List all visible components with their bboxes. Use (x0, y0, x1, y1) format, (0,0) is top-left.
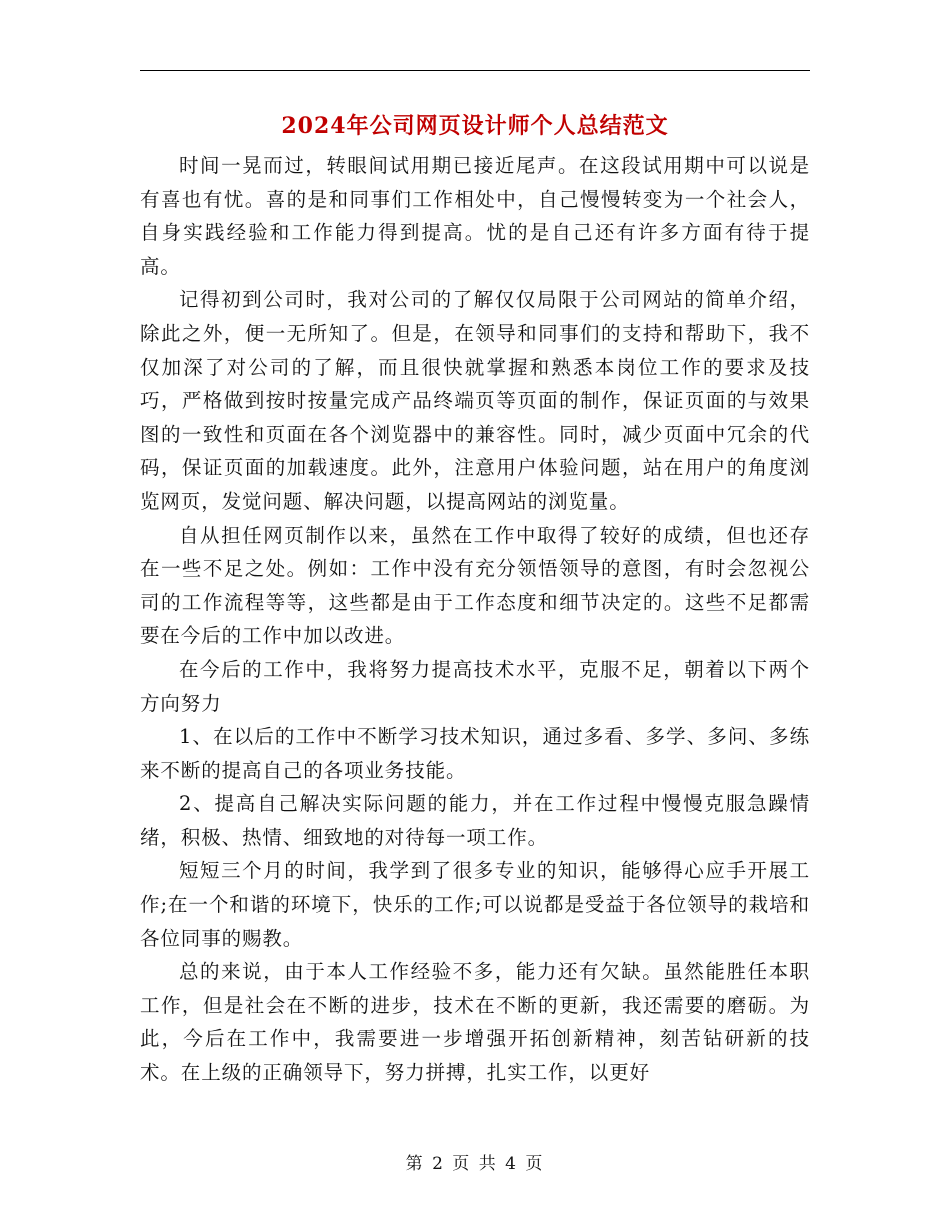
document-body (140, 149, 810, 1090)
paragraph-2: 记得初到公司时，我对公司的了解仅仅局限于公司网站的简单介绍，除此之外，便一无所知了。但是，在领导和同事们的支持和帮助下，我不仅加深了对公司的了解，而且很快就掌握和熟悉本岗位工作的要求及技巧，严格做到按时按量完成产品终端页等页面的制作，保证页面的与效果图的一致性和页面在各个浏览器中的兼容性。同时，减少页面中冗余的代码，保证页面的加载速度。此外，注意用户体验问题，站在用户的角度浏览网页，发觉问题、解决问题，以提高网站的浏览量。 (140, 288, 810, 513)
paragraph-3: 自从担任网页制作以来，虽然在工作中取得了较好的成绩，但也还存在一些不足之处。例如：工作中没有充分领悟领导的意图，有时会忽视公司的工作流程等等，这些都是由于工作态度和细节决定的。这些不足都需要在今后的工作中加以改进。 (140, 523, 810, 648)
paragraph-7: 短短三个月的时间，我学到了很多专业的知识，能够得心应手开展工作;在一个和谐的环境下，快乐的工作;可以说都是受益于各位领导的栽培和各位同事的赐教。 (140, 859, 810, 950)
document-title: 2024年公司网页设计师个人总结范文 (281, 113, 669, 139)
paragraph-8: 总的来说，由于本人工作经验不多，能力还有欠缺。虽然能胜任本职工作，但是社会在不断的进步，技术在不断的更新，我还需要的磨砺。为此，今后在工作中，我需要进一步增强开拓创新精神，刻苦钻研新的技术。在上级的正确领导下，努力拼搏，扎实工作，以更好 (140, 960, 810, 1085)
paragraph-5: 1、在以后的工作中不断学习技术知识，通过多看、多学、多问、多练来不断的提高自己的各项业务技能。 (140, 725, 810, 782)
header-rule (140, 70, 810, 71)
paragraph-1: 时间一晃而过，转眼间试用期已接近尾声。在这段试用期中可以说是有喜也有忧。喜的是和同事们工作相处中，自己慢慢转变为一个社会人，自身实践经验和工作能力得到提高。忧的是自己还有许多方面有待于提高。 (140, 154, 810, 278)
paragraph-4: 在今后的工作中，我将努力提高技术水平，克服不足，朝着以下两个方向努力 (140, 657, 810, 715)
paragraph-6: 2、提高自己解决实际问题的能力，并在工作过程中慢慢克服急躁情绪，积极、热情、细致地的对待每一项工作。 (140, 792, 810, 849)
page-number-footer: 第 2 页 共 4 页 (405, 1154, 545, 1174)
